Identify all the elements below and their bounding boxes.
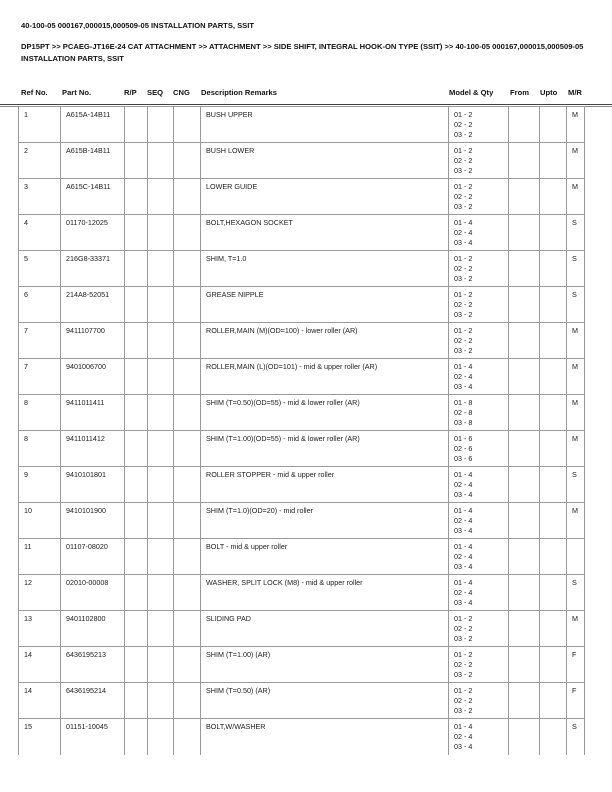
part-no-cell: 01170-12025 — [61, 215, 125, 251]
from-cell — [509, 503, 540, 539]
cng-cell — [174, 143, 201, 179]
qty-line: 03 - 4 — [454, 490, 473, 500]
model-qty-cell — [449, 359, 509, 395]
mr-cell: M — [567, 395, 585, 431]
model-qty-cell — [449, 575, 509, 611]
qty-line: 03 - 2 — [454, 706, 473, 716]
cng-cell — [174, 359, 201, 395]
part-no-cell: 6436195214 — [61, 683, 125, 719]
mr-cell: F — [567, 647, 585, 683]
part-no-cell: 9410101900 — [61, 503, 125, 539]
qty-line: 01 - 4 — [454, 218, 473, 227]
part-no-cell: 6436195213 — [61, 647, 125, 683]
upto-cell — [540, 575, 567, 611]
seq-cell — [148, 647, 174, 683]
model-qty-cell — [449, 287, 509, 323]
qty-line: 01 - 2 — [454, 254, 473, 263]
from-cell — [509, 107, 540, 143]
part-no-cell: A615A-14B11 — [61, 107, 125, 143]
table-row — [19, 215, 585, 251]
table-row — [19, 575, 585, 611]
qty-line: 02 - 2 — [454, 624, 473, 634]
table-row — [19, 719, 585, 755]
qty-line: 03 - 2 — [454, 166, 473, 176]
mr-cell: S — [567, 575, 585, 611]
table-row — [19, 503, 585, 539]
table-row — [19, 107, 585, 143]
rp-cell — [125, 323, 148, 359]
rp-cell — [125, 395, 148, 431]
qty-line: 03 - 2 — [454, 130, 473, 140]
model-qty-cell — [449, 395, 509, 431]
model-qty-cell — [449, 611, 509, 647]
cng-cell — [174, 467, 201, 503]
rp-cell — [125, 683, 148, 719]
qty-line: 01 - 2 — [454, 326, 473, 335]
seq-cell — [148, 395, 174, 431]
part-no-cell: 9411107700 — [61, 323, 125, 359]
part-no-cell: 9401102800 — [61, 611, 125, 647]
mr-cell: S — [567, 215, 585, 251]
seq-cell — [148, 539, 174, 575]
model-qty-cell — [449, 143, 509, 179]
qty-line: 02 - 4 — [454, 588, 473, 598]
qty-line: 01 - 4 — [454, 542, 473, 551]
upto-cell — [540, 143, 567, 179]
rp-cell — [125, 179, 148, 215]
qty-line: 01 - 2 — [454, 290, 473, 299]
upto-cell — [540, 323, 567, 359]
ref-no-cell: 1 — [19, 107, 61, 143]
cng-cell — [174, 611, 201, 647]
mr-cell: S — [567, 251, 585, 287]
model-qty-cell — [449, 647, 509, 683]
upto-cell — [540, 539, 567, 575]
description-cell: SHIM (T=1.00)(OD=55) - mid & lower roller (AR) — [201, 431, 449, 467]
qty-line: 01 - 6 — [454, 434, 473, 443]
qty-line: 03 - 2 — [454, 202, 473, 212]
seq-cell — [148, 575, 174, 611]
qty-line: 03 - 4 — [454, 742, 473, 752]
part-no-cell: 9411011412 — [61, 431, 125, 467]
upto-cell — [540, 359, 567, 395]
mr-cell: M — [567, 611, 585, 647]
description-cell: WASHER, SPLIT LOCK (M8) - mid & upper roller — [201, 575, 449, 611]
description-cell: SHIM (T=1.0)(OD=20) - mid roller — [201, 503, 449, 539]
upto-cell — [540, 431, 567, 467]
mr-cell: M — [567, 503, 585, 539]
seq-cell — [148, 359, 174, 395]
upto-cell — [540, 503, 567, 539]
seq-cell — [148, 287, 174, 323]
qty-line: 01 - 4 — [454, 722, 473, 731]
rp-cell — [125, 359, 148, 395]
upto-cell — [540, 395, 567, 431]
header-upto: Upto — [540, 88, 558, 97]
header-part-no: Part No. — [62, 88, 92, 97]
from-cell — [509, 683, 540, 719]
from-cell — [509, 287, 540, 323]
seq-cell — [148, 251, 174, 287]
qty-line: 03 - 4 — [454, 238, 473, 248]
header-description: Description Remarks — [201, 88, 277, 97]
model-qty-cell — [449, 683, 509, 719]
description-cell: SHIM (T=0.50)(OD=55) - mid & lower roller (AR) — [201, 395, 449, 431]
qty-line: 01 - 8 — [454, 398, 473, 407]
rp-cell — [125, 719, 148, 755]
cng-cell — [174, 395, 201, 431]
qty-line: 03 - 8 — [454, 418, 473, 428]
header-model-qty: Model & Qty — [449, 88, 494, 97]
description-cell: ROLLER,MAIN (L)(OD=101) - mid & upper roller (AR) — [201, 359, 449, 395]
part-no-cell: 01107-08020 — [61, 539, 125, 575]
cng-cell — [174, 287, 201, 323]
table-row — [19, 287, 585, 323]
qty-line: 02 - 2 — [454, 336, 473, 346]
qty-line: 02 - 2 — [454, 300, 473, 310]
ref-no-cell: 8 — [19, 395, 61, 431]
qty-line: 01 - 2 — [454, 650, 473, 659]
table-row — [19, 143, 585, 179]
cng-cell — [174, 575, 201, 611]
table-row — [19, 431, 585, 467]
ref-no-cell: 14 — [19, 647, 61, 683]
upto-cell — [540, 683, 567, 719]
seq-cell — [148, 215, 174, 251]
description-cell: BUSH LOWER — [201, 143, 449, 179]
description-cell: SHIM (T=0.50) (AR) — [201, 683, 449, 719]
seq-cell — [148, 611, 174, 647]
from-cell — [509, 647, 540, 683]
qty-line: 02 - 4 — [454, 732, 473, 742]
rp-cell — [125, 575, 148, 611]
table-row — [19, 467, 585, 503]
description-cell: SLIDING PAD — [201, 611, 449, 647]
cng-cell — [174, 431, 201, 467]
ref-no-cell: 9 — [19, 467, 61, 503]
qty-line: 03 - 2 — [454, 634, 473, 644]
description-cell: GREASE NIPPLE — [201, 287, 449, 323]
upto-cell — [540, 647, 567, 683]
rp-cell — [125, 611, 148, 647]
mr-cell: M — [567, 431, 585, 467]
ref-no-cell: 13 — [19, 611, 61, 647]
mr-cell: S — [567, 467, 585, 503]
description-cell: BUSH UPPER — [201, 107, 449, 143]
description-cell: ROLLER,MAIN (M)(OD=100) - lower roller (AR) — [201, 323, 449, 359]
qty-line: 03 - 2 — [454, 670, 473, 680]
table-row — [19, 359, 585, 395]
ref-no-cell: 6 — [19, 287, 61, 323]
qty-line: 02 - 4 — [454, 372, 473, 382]
qty-line: 02 - 4 — [454, 552, 473, 562]
part-no-cell: 216G8-33371 — [61, 251, 125, 287]
part-no-cell: A615B-14B11 — [61, 143, 125, 179]
rp-cell — [125, 251, 148, 287]
rp-cell — [125, 647, 148, 683]
rp-cell — [125, 143, 148, 179]
ref-no-cell: 11 — [19, 539, 61, 575]
qty-line: 01 - 2 — [454, 182, 473, 191]
cng-cell — [174, 683, 201, 719]
seq-cell — [148, 719, 174, 755]
ref-no-cell: 15 — [19, 719, 61, 755]
table-row — [19, 539, 585, 575]
header-cng: CNG — [173, 88, 190, 97]
ref-no-cell: 10 — [19, 503, 61, 539]
ref-no-cell: 7 — [19, 359, 61, 395]
mr-cell: F — [567, 683, 585, 719]
cng-cell — [174, 719, 201, 755]
description-cell: LOWER GUIDE — [201, 179, 449, 215]
cng-cell — [174, 539, 201, 575]
ref-no-cell: 2 — [19, 143, 61, 179]
mr-cell: S — [567, 719, 585, 755]
mr-cell: M — [567, 143, 585, 179]
from-cell — [509, 359, 540, 395]
cng-cell — [174, 215, 201, 251]
cng-cell — [174, 107, 201, 143]
qty-line: 02 - 4 — [454, 228, 473, 238]
rp-cell — [125, 503, 148, 539]
cng-cell — [174, 503, 201, 539]
table-row — [19, 179, 585, 215]
from-cell — [509, 251, 540, 287]
parts-table — [18, 106, 585, 755]
description-cell: SHIM, T=1.0 — [201, 251, 449, 287]
seq-cell — [148, 503, 174, 539]
seq-cell — [148, 107, 174, 143]
from-cell — [509, 719, 540, 755]
upto-cell — [540, 107, 567, 143]
header-seq: SEQ — [147, 88, 164, 97]
mr-cell: M — [567, 179, 585, 215]
page-title: 40-100-05 000167,000015,000509-05 INSTALLATION PARTS, SSIT — [21, 21, 254, 30]
qty-line: 01 - 4 — [454, 506, 473, 515]
breadcrumb: DP15PT >> PCAEG-JT16E-24 CAT ATTACHMENT >> ATTACHMENT >> SIDE SHIFT, INTEGRAL HOOK-ON TYPE (SSIT) >> 40-100-05 000167,000015,000509-05 INSTALLATION PARTS, SSIT — [21, 42, 584, 63]
cng-cell — [174, 647, 201, 683]
part-no-cell: 01151-10045 — [61, 719, 125, 755]
qty-line: 01 - 4 — [454, 470, 473, 479]
seq-cell — [148, 143, 174, 179]
qty-line: 03 - 4 — [454, 562, 473, 572]
model-qty-cell — [449, 539, 509, 575]
qty-line: 03 - 2 — [454, 274, 473, 284]
rp-cell — [125, 287, 148, 323]
upto-cell — [540, 467, 567, 503]
qty-line: 01 - 2 — [454, 686, 473, 695]
upto-cell — [540, 179, 567, 215]
qty-line: 02 - 8 — [454, 408, 473, 418]
model-qty-cell — [449, 431, 509, 467]
ref-no-cell: 12 — [19, 575, 61, 611]
table-row — [19, 647, 585, 683]
rp-cell — [125, 431, 148, 467]
rp-cell — [125, 215, 148, 251]
cng-cell — [174, 323, 201, 359]
header-ref-no: Ref No. — [21, 88, 48, 97]
mr-cell: M — [567, 359, 585, 395]
qty-line: 02 - 4 — [454, 480, 473, 490]
qty-line: 03 - 4 — [454, 598, 473, 608]
from-cell — [509, 395, 540, 431]
model-qty-cell — [449, 251, 509, 287]
rp-cell — [125, 539, 148, 575]
from-cell — [509, 539, 540, 575]
from-cell — [509, 215, 540, 251]
part-no-cell: 9410101801 — [61, 467, 125, 503]
qty-line: 01 - 2 — [454, 146, 473, 155]
upto-cell — [540, 251, 567, 287]
model-qty-cell — [449, 719, 509, 755]
description-cell: ROLLER STOPPER - mid & upper roller — [201, 467, 449, 503]
from-cell — [509, 431, 540, 467]
from-cell — [509, 179, 540, 215]
model-qty-cell — [449, 323, 509, 359]
qty-line: 01 - 2 — [454, 110, 473, 119]
from-cell — [509, 575, 540, 611]
from-cell — [509, 323, 540, 359]
rp-cell — [125, 467, 148, 503]
description-cell: SHIM (T=1.00) (AR) — [201, 647, 449, 683]
qty-line: 02 - 2 — [454, 192, 473, 202]
ref-no-cell: 8 — [19, 431, 61, 467]
qty-line: 01 - 2 — [454, 614, 473, 623]
ref-no-cell: 14 — [19, 683, 61, 719]
model-qty-cell — [449, 215, 509, 251]
qty-line: 01 - 4 — [454, 578, 473, 587]
qty-line: 02 - 2 — [454, 156, 473, 166]
qty-line: 03 - 2 — [454, 310, 473, 320]
mr-cell: S — [567, 287, 585, 323]
from-cell — [509, 467, 540, 503]
qty-line: 02 - 4 — [454, 516, 473, 526]
description-cell: BOLT,HEXAGON SOCKET — [201, 215, 449, 251]
qty-line: 02 - 2 — [454, 660, 473, 670]
part-no-cell: 9411011411 — [61, 395, 125, 431]
mr-cell — [567, 539, 585, 575]
table-row — [19, 395, 585, 431]
seq-cell — [148, 467, 174, 503]
part-no-cell: A615C-14B11 — [61, 179, 125, 215]
mr-cell: M — [567, 107, 585, 143]
ref-no-cell: 4 — [19, 215, 61, 251]
qty-line: 02 - 2 — [454, 120, 473, 130]
table-row — [19, 683, 585, 719]
cng-cell — [174, 251, 201, 287]
seq-cell — [148, 179, 174, 215]
header-from: From — [510, 88, 529, 97]
qty-line: 03 - 4 — [454, 382, 473, 392]
model-qty-cell — [449, 179, 509, 215]
qty-line: 03 - 6 — [454, 454, 473, 464]
from-cell — [509, 143, 540, 179]
seq-cell — [148, 323, 174, 359]
qty-line: 02 - 2 — [454, 696, 473, 706]
model-qty-cell — [449, 467, 509, 503]
qty-line: 03 - 2 — [454, 346, 473, 356]
seq-cell — [148, 431, 174, 467]
table-row — [19, 251, 585, 287]
qty-line: 01 - 4 — [454, 362, 473, 371]
upto-cell — [540, 611, 567, 647]
ref-no-cell: 5 — [19, 251, 61, 287]
table-row — [19, 323, 585, 359]
from-cell — [509, 611, 540, 647]
upto-cell — [540, 215, 567, 251]
description-cell: BOLT,W/WASHER — [201, 719, 449, 755]
qty-line: 02 - 6 — [454, 444, 473, 454]
header-rp: R/P — [124, 88, 137, 97]
part-no-cell: 214A8-52051 — [61, 287, 125, 323]
seq-cell — [148, 683, 174, 719]
header-mr: M/R — [568, 88, 582, 97]
cng-cell — [174, 179, 201, 215]
ref-no-cell: 7 — [19, 323, 61, 359]
table-row — [19, 611, 585, 647]
model-qty-cell — [449, 503, 509, 539]
mr-cell: M — [567, 323, 585, 359]
ref-no-cell: 3 — [19, 179, 61, 215]
rp-cell — [125, 107, 148, 143]
upto-cell — [540, 719, 567, 755]
part-no-cell: 02010-00008 — [61, 575, 125, 611]
qty-line: 03 - 4 — [454, 526, 473, 536]
qty-line: 02 - 2 — [454, 264, 473, 274]
upto-cell — [540, 287, 567, 323]
model-qty-cell — [449, 107, 509, 143]
description-cell: BOLT - mid & upper roller — [201, 539, 449, 575]
part-no-cell: 9401006700 — [61, 359, 125, 395]
